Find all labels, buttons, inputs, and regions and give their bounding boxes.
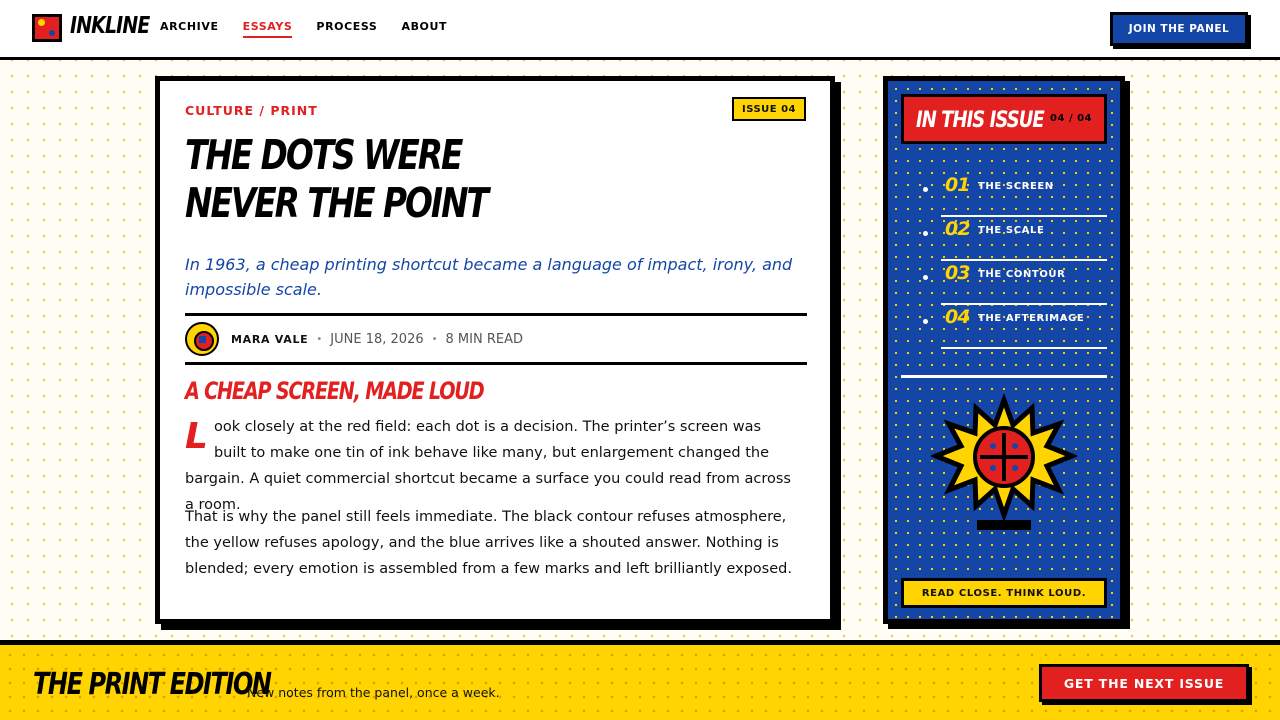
headline-line-1: THE DOTS WERE xyxy=(185,131,462,179)
drop-cap: L xyxy=(185,416,208,457)
brand-wordmark[interactable]: INKLINE xyxy=(70,13,150,39)
issue-toc xyxy=(901,173,1107,349)
article-kicker[interactable]: CULTURE / PRINT xyxy=(185,103,318,118)
sidebar-motto: READ CLOSE. THINK LOUD. xyxy=(901,578,1107,608)
sidebar-title: IN THIS ISSUE xyxy=(916,108,1044,133)
toc-number: 03 xyxy=(945,262,970,284)
main-nav xyxy=(160,20,447,38)
byline-separator: • xyxy=(316,333,323,345)
publish-date: JUNE 18, 2026 xyxy=(330,331,424,347)
toc-item-screen[interactable] xyxy=(941,173,1107,217)
toc-item-afterimage[interactable] xyxy=(941,305,1107,349)
byline-separator: • xyxy=(431,333,438,345)
paragraph-1-text: ook closely at the red field: each dot is a decision. The printer’s screen was built to make one tin of ink behave like many, but enlargement changed the bargain. A quiet commercial shortcut became a surface you could read from across a room. xyxy=(185,419,791,513)
nav-item-archive[interactable]: ARCHIVE xyxy=(160,20,219,33)
sidebar-count: 04 / 04 xyxy=(1050,113,1092,124)
article-dek: In 1963, a cheap printing shortcut became a language of impact, irony, and impossible scale. xyxy=(185,255,793,299)
get-next-issue-button[interactable]: GET THE NEXT ISSUE xyxy=(1039,664,1249,702)
read-time: 8 MIN READ xyxy=(445,331,523,347)
toc-label: THE AFTERIMAGE xyxy=(978,313,1085,324)
sidebar-divider xyxy=(901,375,1107,378)
print-edition-tagline: New notes from the panel, once a week. xyxy=(247,685,500,700)
avatar-square-icon xyxy=(199,336,206,343)
issue-badge: ISSUE 04 xyxy=(732,97,806,121)
logo-yellow-dot xyxy=(38,19,45,26)
site-header xyxy=(0,0,1280,60)
nav-item-about[interactable]: ABOUT xyxy=(401,20,448,33)
author-avatar[interactable] xyxy=(185,322,219,356)
burst-base-bar xyxy=(977,520,1031,530)
comic-burst-icon xyxy=(931,394,1077,530)
burst-dot xyxy=(990,443,996,449)
print-edition-band xyxy=(0,640,1280,720)
article-headline xyxy=(185,131,601,227)
author-name[interactable]: MARA VALE xyxy=(231,332,309,346)
section-heading: A CHEAP SCREEN, MADE LOUD xyxy=(185,377,484,405)
burst-dot xyxy=(1012,465,1018,471)
nav-item-process[interactable]: PROCESS xyxy=(316,20,378,33)
toc-label: THE CONTOUR xyxy=(978,269,1066,280)
issue-sidebar xyxy=(883,76,1125,624)
toc-number: 01 xyxy=(945,174,970,196)
nav-item-essays[interactable]: ESSAYS xyxy=(243,20,293,38)
article-card xyxy=(155,76,835,624)
burst-dot xyxy=(1012,443,1018,449)
join-panel-button[interactable]: JOIN THE PANEL xyxy=(1110,12,1248,46)
toc-label: THE SCREEN xyxy=(978,181,1054,192)
article-paragraph-1 xyxy=(185,414,795,518)
logo-blue-dot xyxy=(49,30,55,36)
print-edition-title: THE PRINT EDITION xyxy=(33,667,271,702)
article-paragraph-2: That is why the panel still feels immediate. The black contour refuses atmosphere, the yellow refuses apology, and the blue arrives like a shouted answer. Nothing is blended; every emotion is assembled from a few marks and left brilliantly exposed. xyxy=(185,509,792,577)
burst-dot xyxy=(990,465,996,471)
toc-item-scale[interactable] xyxy=(941,217,1107,261)
byline xyxy=(185,313,807,365)
sidebar-header xyxy=(901,94,1107,144)
toc-number: 02 xyxy=(945,218,970,240)
logo-icon[interactable] xyxy=(32,14,62,42)
headline-line-2: NEVER THE POINT xyxy=(185,179,487,227)
toc-item-contour[interactable] xyxy=(941,261,1107,305)
toc-number: 04 xyxy=(945,306,970,328)
toc-label: THE SCALE xyxy=(978,225,1045,236)
